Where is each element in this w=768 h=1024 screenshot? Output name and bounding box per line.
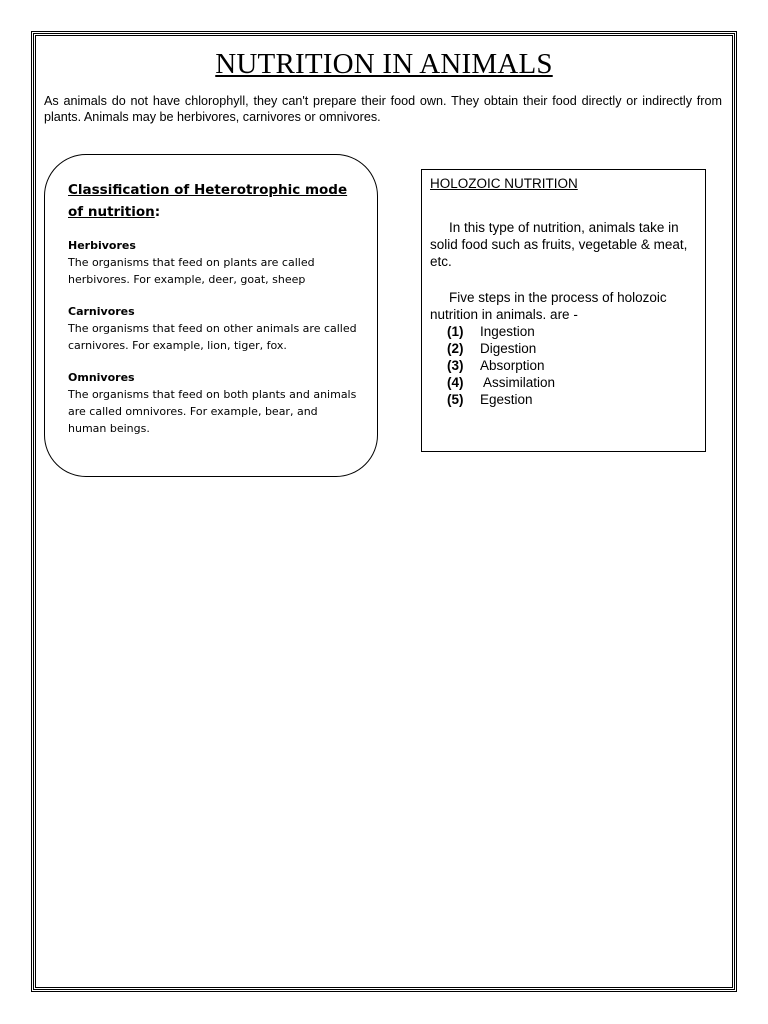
holozoic-title: HOLOZOIC NUTRITION	[430, 176, 578, 191]
group-heading: Herbivores	[68, 239, 136, 252]
holozoic-steps-list	[430, 323, 697, 408]
holozoic-steps-intro: Five steps in the process of holozoic nutrition in animals. are -	[430, 290, 667, 322]
step-label: Digestion	[480, 341, 537, 356]
intro-paragraph: As animals do not have chlorophyll, they can't prepare their food own. They obtain their food directly or indirectly from plants. Animals may be herbivores, carnivores or omnivores.	[44, 94, 722, 124]
group-omnivores	[68, 369, 357, 437]
group-description: The organisms that feed on plants are called herbivores. For example, deer, goat, sheep	[68, 256, 315, 286]
step-number: (5)	[447, 392, 464, 407]
holozoic-box	[421, 169, 706, 452]
holozoic-paragraph: In this type of nutrition, animals take in solid food such as fruits, vegetable & meat, etc.	[430, 220, 688, 269]
step-label: Ingestion	[480, 324, 535, 339]
group-herbivores	[68, 237, 357, 288]
list-item	[447, 374, 697, 391]
classification-title-text: Classification of Heterotrophic mode of nutrition	[68, 182, 348, 220]
group-carnivores	[68, 303, 357, 354]
group-description: The organisms that feed on both plants and animals are called omnivores. For example, bear, and human beings.	[68, 388, 357, 435]
list-item	[447, 391, 697, 408]
group-heading: Carnivores	[68, 305, 135, 318]
list-item	[447, 340, 697, 357]
list-item	[447, 357, 697, 374]
step-label: Absorption	[480, 358, 545, 373]
step-label: Egestion	[480, 392, 533, 407]
step-number: (2)	[447, 341, 464, 356]
list-item	[447, 323, 697, 340]
step-number: (4)	[447, 375, 464, 390]
classification-title	[68, 179, 357, 223]
classification-title-suffix: :	[154, 204, 161, 220]
group-heading: Omnivores	[68, 371, 135, 384]
page-title: NUTRITION IN ANIMALS	[215, 48, 553, 80]
group-description: The organisms that feed on other animals are called carnivores. For example, lion, tiger, fox.	[68, 322, 357, 352]
step-number: (1)	[447, 324, 464, 339]
step-label: Assimilation	[480, 375, 556, 390]
classification-box	[44, 154, 378, 477]
step-number: (3)	[447, 358, 464, 373]
